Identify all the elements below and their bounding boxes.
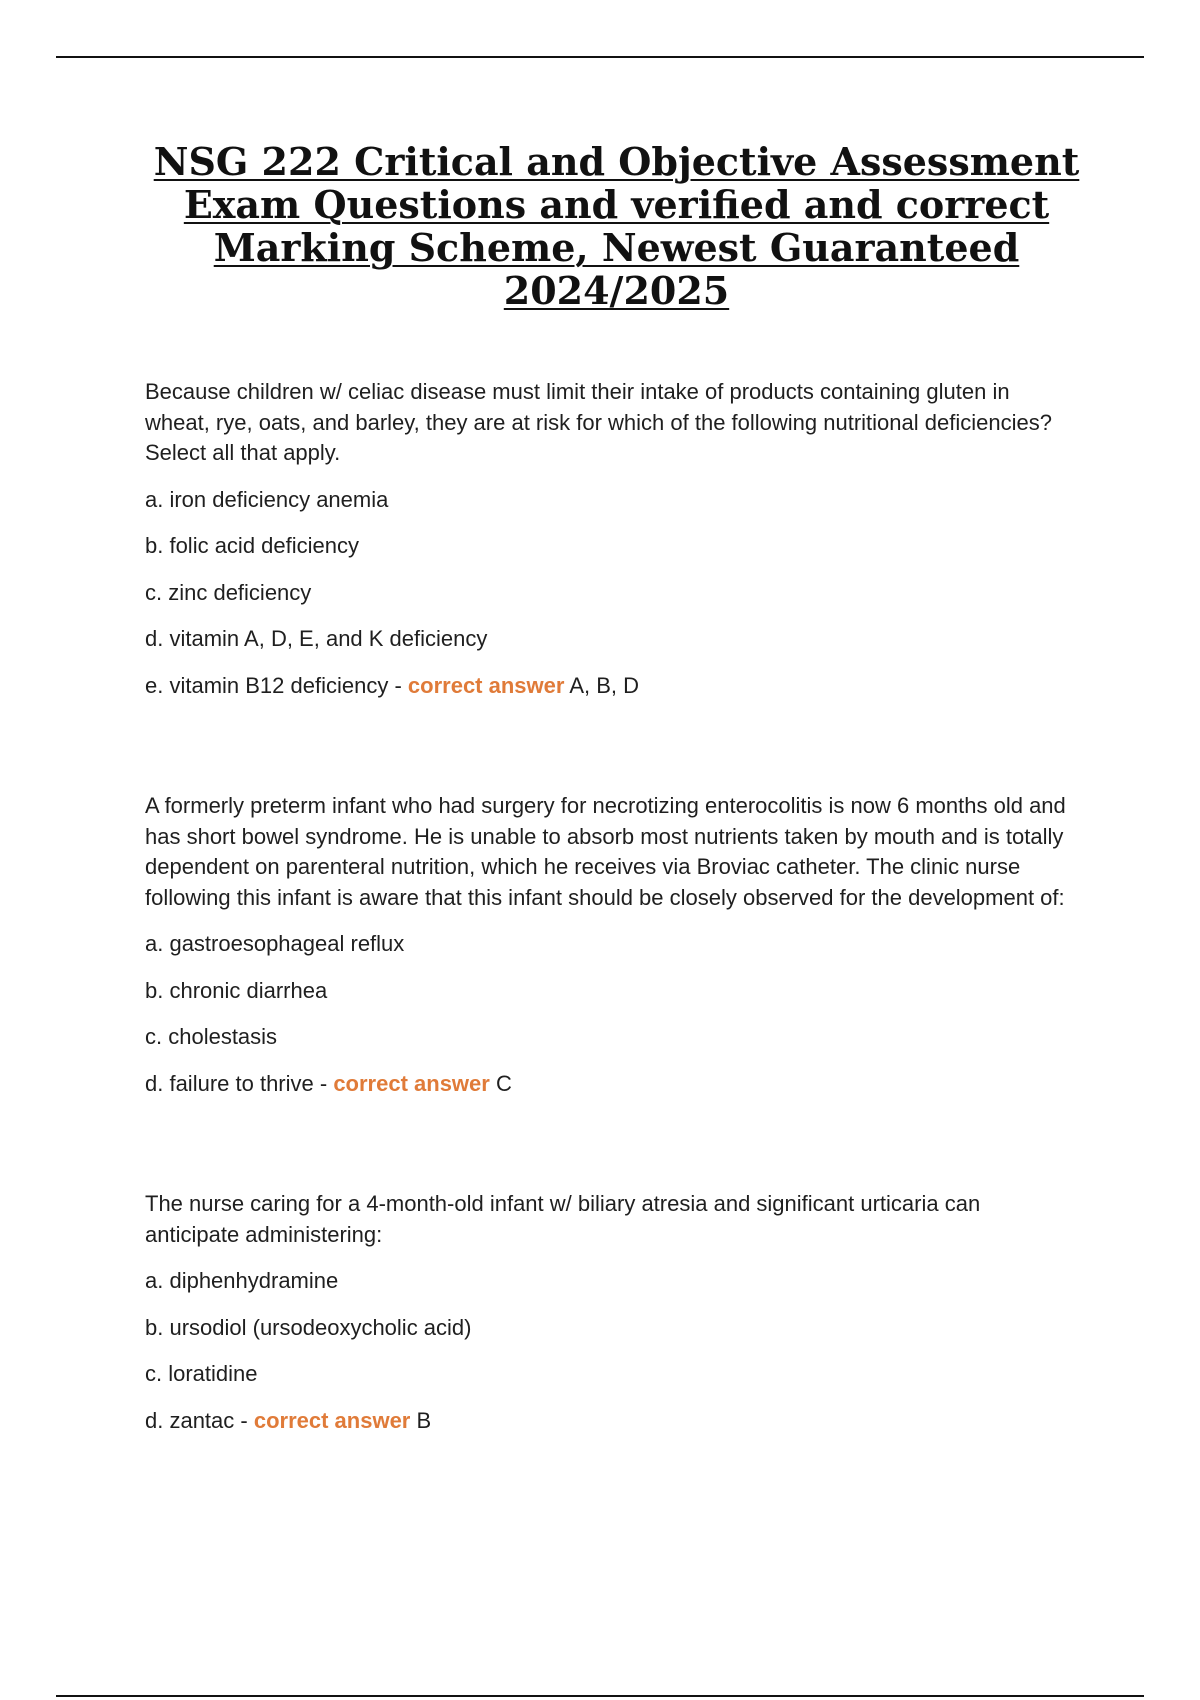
option-text: e. vitamin B12 deficiency (145, 672, 389, 698)
correct-answer-label: correct answer (333, 1070, 490, 1096)
option-item-with-answer: d. zantac - correct answer B (145, 1407, 432, 1433)
question-2 (145, 791, 1075, 1099)
option-item: a. iron deficiency anemia (145, 486, 389, 512)
correct-answer-label: correct answer (253, 1407, 411, 1433)
option-item: c. loratidine (145, 1361, 258, 1386)
question-3 (145, 1189, 1075, 1436)
option-item: a. diphenhydramine (145, 1268, 339, 1293)
option-item: d. vitamin A, D, E, and K deficiency (145, 626, 488, 651)
option-item: b. ursodiol (ursodeoxycholic acid) (145, 1314, 472, 1340)
option-item: c. zinc deficiency (145, 579, 312, 605)
question-1 (145, 377, 1075, 701)
top-rule (56, 56, 1144, 58)
answer-value: A, B, D (569, 672, 640, 698)
option-item: c. cholestasis (145, 1024, 278, 1049)
question-stem: Because children w/ celiac disease must limit their intake of products containing gluten in wheat, rye, oats, and barley, they are at risk for which of the following nutritional deficiencies? Select all that apply. (145, 379, 1052, 465)
option-item-with-answer: d. failure to thrive - correct answer C (145, 1070, 512, 1096)
option-item: b. chronic diarrhea (145, 977, 328, 1003)
page-title: NSG 222 Critical and Objective Assessment Exam Questions and verified and correct Marking Scheme, Newest Guaranteed 2024/2025 (153, 139, 1080, 313)
question-stem: A formerly preterm infant who had surgery for necrotizing enterocolitis is now 6 months old and has short bowel syndrome. He is unable to absorb most nutrients taken by mouth and is totally dependent on parenteral nutrition, which he receives via Broviac catheter. The clinic nurse following this infant is aware that this infant should be closely observed for the development of: (145, 793, 1066, 910)
option-item: b. folic acid deficiency (145, 533, 359, 558)
option-text: d. zantac (145, 1407, 235, 1433)
option-item-with-answer: e. vitamin B12 deficiency - correct answer A, B, D (145, 672, 640, 698)
answer-value: C (495, 1070, 512, 1096)
question-stem: The nurse caring for a 4-month-old infant w/ biliary atresia and significant urticaria can anticipate administering: (145, 1191, 981, 1247)
option-item: a. gastroesophageal reflux (145, 931, 405, 956)
bottom-rule (56, 1695, 1144, 1697)
option-text: d. failure to thrive (145, 1070, 314, 1096)
correct-answer-label: correct answer (407, 672, 565, 698)
answer-value: B (416, 1407, 432, 1433)
document-body (145, 377, 1075, 1526)
